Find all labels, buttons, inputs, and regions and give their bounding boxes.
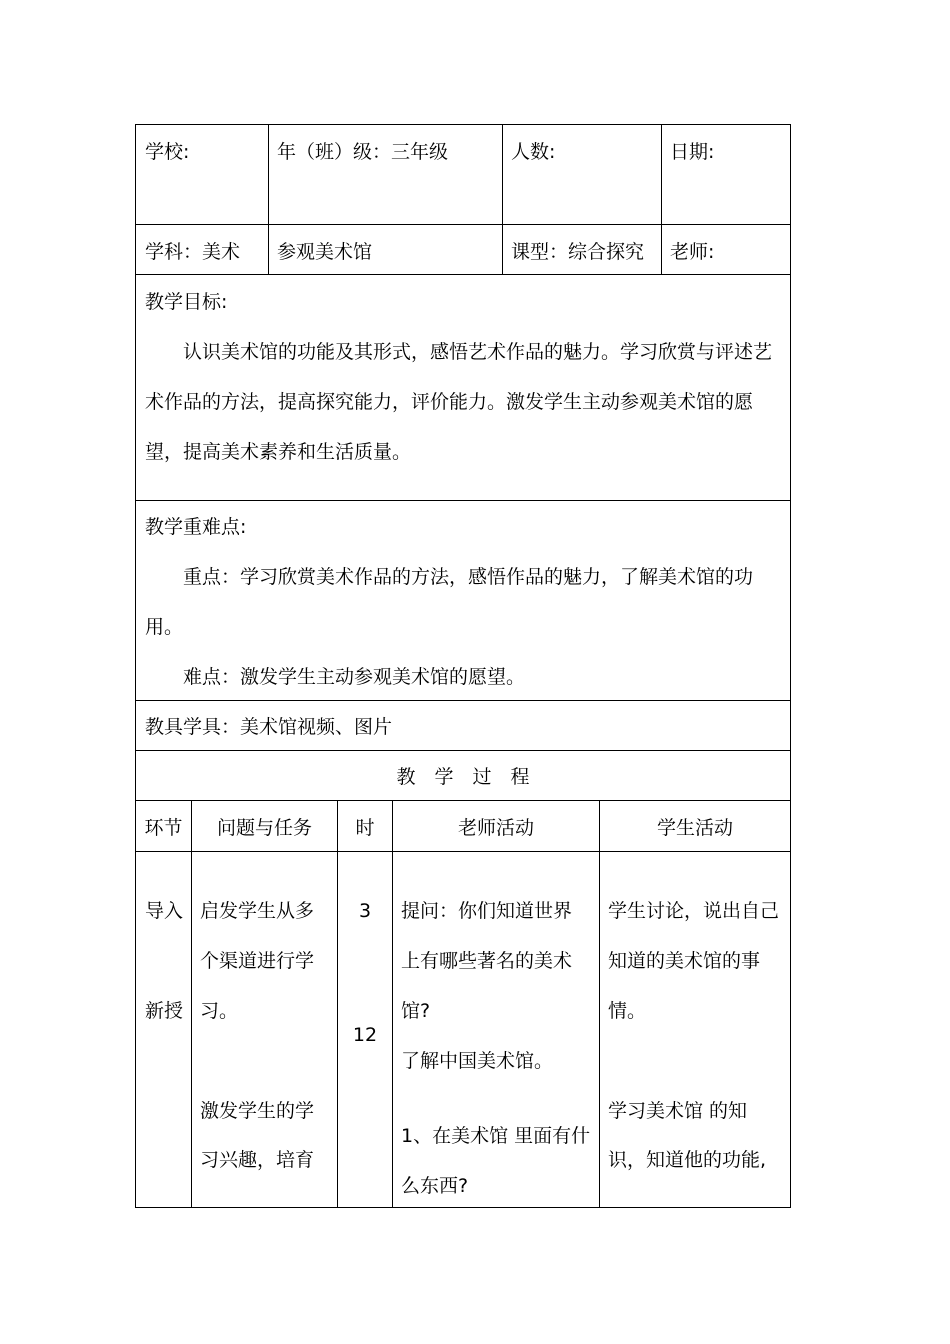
- col-divider: [337, 801, 338, 1207]
- teacher-activity-line: 上有哪些著名的美术: [401, 950, 573, 972]
- col-divider: [268, 125, 269, 275]
- student-activity-line: 知道的美术馆的事: [608, 950, 761, 972]
- row-divider: [136, 224, 790, 225]
- column-header-teacher: 老师活动: [457, 817, 534, 839]
- row-divider: [136, 274, 790, 275]
- difficulty-line: 难点：激发学生主动参观美术馆的愿望。: [183, 666, 526, 688]
- row-divider: [136, 800, 790, 801]
- task-line: 习兴趣，培育: [200, 1149, 315, 1171]
- task-line: 习。: [200, 1000, 239, 1022]
- col-divider: [392, 801, 393, 1207]
- time-value: 3: [358, 900, 372, 922]
- student-count-field: 人数:: [511, 141, 556, 163]
- task-line: 个渠道进行学: [200, 950, 315, 972]
- col-divider: [599, 801, 600, 1207]
- col-divider: [502, 125, 503, 275]
- process-title: 教 学 过 程: [396, 766, 530, 788]
- student-activity-line: 学生讨论，说出自己: [608, 900, 780, 922]
- col-divider: [191, 801, 192, 1207]
- column-header-stage: 环节: [144, 817, 183, 839]
- school-field: 学校:: [145, 141, 190, 163]
- focus-line: 重点：学习欣赏美术作品的方法，感悟作品的魅力，了解美术馆的功: [183, 566, 754, 588]
- time-value: 12: [352, 1024, 378, 1046]
- column-header-student: 学生活动: [656, 817, 733, 839]
- stage-label: 导入: [145, 900, 184, 922]
- teacher-activity-line: 馆?: [401, 1000, 431, 1022]
- student-activity-line: 学习美术馆 的知: [608, 1100, 748, 1122]
- stage-label: 新授: [145, 1000, 184, 1022]
- lesson-plan-table: [135, 124, 791, 1208]
- row-divider: [136, 500, 790, 501]
- focus-line: 用。: [145, 616, 184, 638]
- key-points-heading: 教学重难点:: [145, 516, 247, 538]
- teacher-field: 老师:: [670, 241, 715, 263]
- teacher-activity-line: 提问：你们知道世界: [401, 900, 573, 922]
- row-divider: [136, 851, 790, 852]
- objectives-line: 望，提高美术素养和生活质量。: [145, 441, 412, 463]
- grade-field: 年（班）级：三年级: [277, 141, 449, 163]
- objectives-line: 认识美术馆的功能及其形式，感悟艺术作品的魅力。学习欣赏与评述艺: [183, 341, 773, 363]
- lesson-title: 参观美术馆: [277, 241, 373, 263]
- student-activity-line: 情。: [608, 1000, 647, 1022]
- teacher-activity-line: 1、在美术馆 里面有什: [401, 1125, 591, 1147]
- date-field: 日期:: [670, 141, 715, 163]
- teacher-activity-line: 了解中国美术馆。: [401, 1050, 554, 1072]
- objectives-line: 术作品的方法，提高探究能力，评价能力。激发学生主动参观美术馆的愿: [145, 391, 754, 413]
- subject-field: 学科：美术: [145, 241, 241, 263]
- column-header-tasks: 问题与任务: [216, 817, 312, 839]
- row-divider: [136, 700, 790, 701]
- task-line: 激发学生的学: [200, 1100, 315, 1122]
- materials-field: 教具学具：美术馆视频、图片: [145, 716, 393, 738]
- objectives-heading: 教学目标:: [145, 291, 228, 313]
- lesson-type-field: 课型：综合探究: [511, 241, 645, 263]
- student-activity-line: 识，知道他的功能,: [608, 1149, 767, 1171]
- column-header-time: 时: [355, 817, 375, 839]
- row-divider: [136, 750, 790, 751]
- task-line: 启发学生从多: [200, 900, 315, 922]
- col-divider: [661, 125, 662, 275]
- teacher-activity-line: 么东西?: [401, 1175, 469, 1197]
